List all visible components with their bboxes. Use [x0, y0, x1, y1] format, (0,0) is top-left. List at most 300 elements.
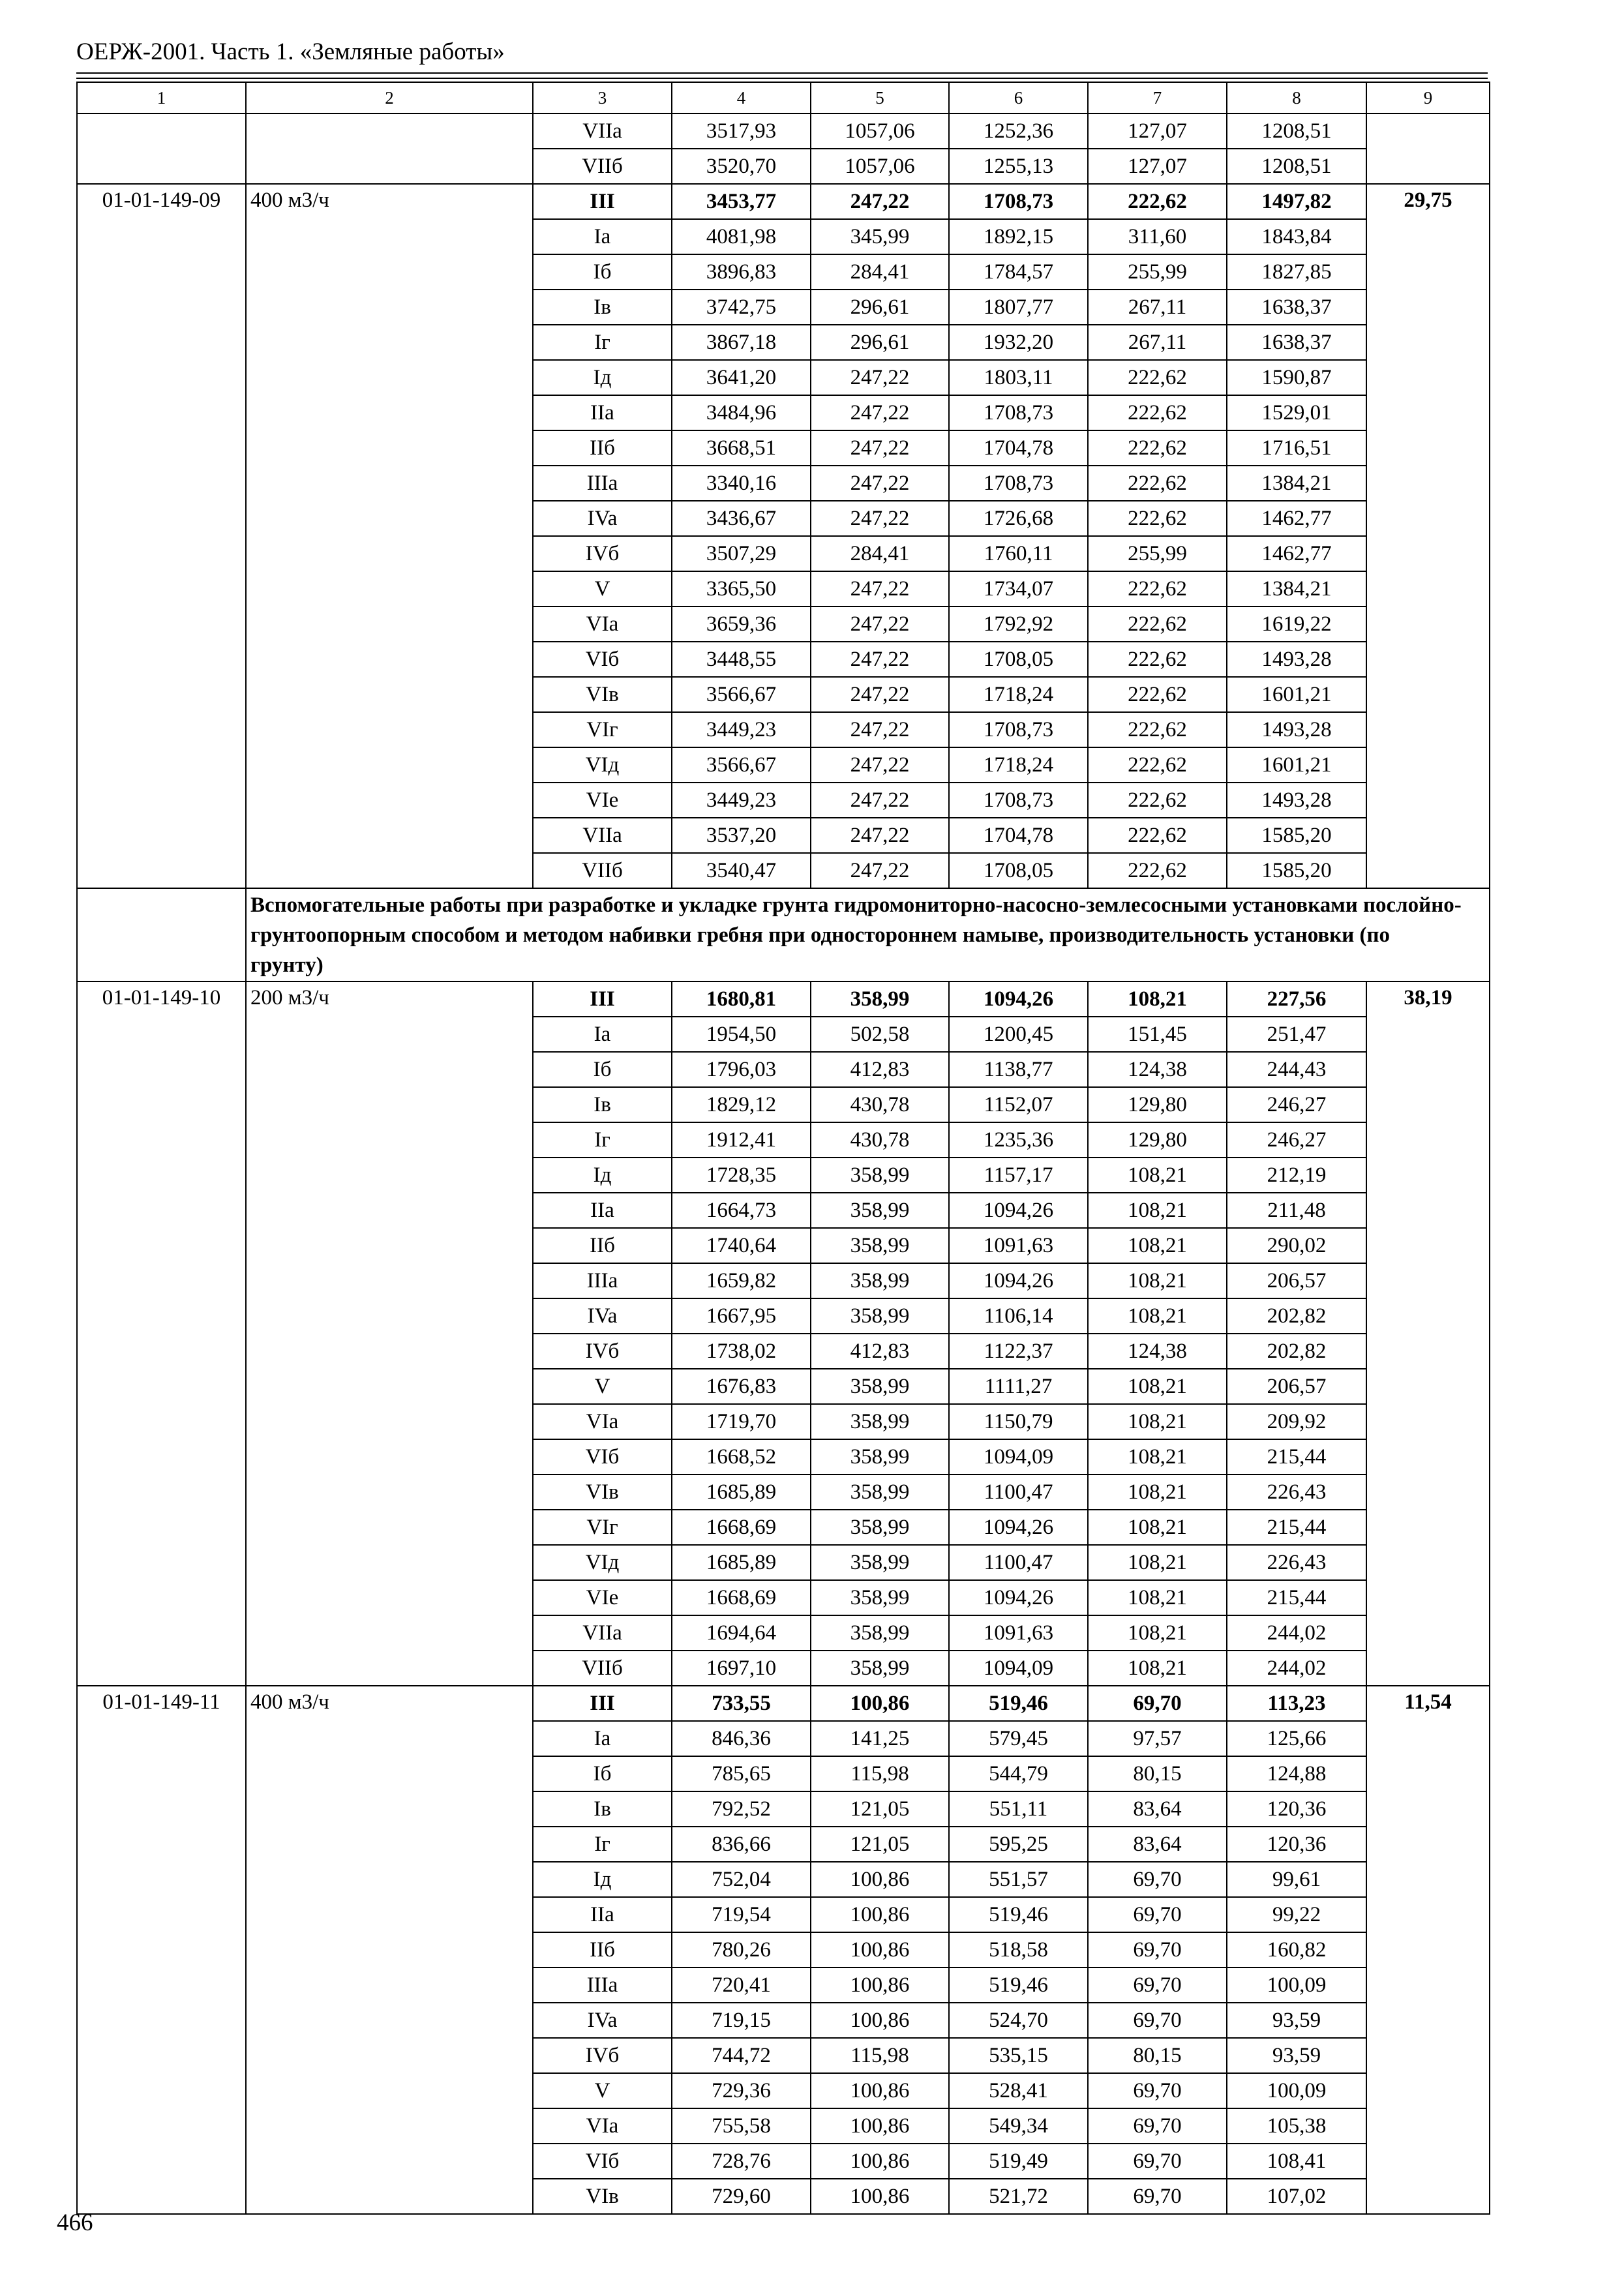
value-cell: 549,34 [949, 2108, 1088, 2144]
value-cell: 1152,07 [949, 1087, 1088, 1122]
soil-category-cell: Iв [533, 1087, 672, 1122]
value-cell: 222,62 [1088, 783, 1227, 818]
value-cell: 1601,21 [1227, 677, 1366, 712]
value-cell: 358,99 [811, 981, 949, 1017]
soil-category-cell: V [533, 2073, 672, 2108]
value-cell: 141,25 [811, 1721, 949, 1756]
value-cell: 160,82 [1227, 1932, 1366, 1967]
value-cell: 729,60 [672, 2179, 811, 2214]
soil-category-cell: Iб [533, 1756, 672, 1791]
value-cell: 1664,73 [672, 1193, 811, 1228]
value-cell: 247,22 [811, 571, 949, 606]
value-cell: 108,21 [1088, 1510, 1227, 1545]
value-cell: 247,22 [811, 677, 949, 712]
page-header: ОЕРЖ-2001. Часть 1. «Земляные работы» [76, 38, 505, 65]
value-cell: 209,92 [1227, 1404, 1366, 1439]
value-cell: 3365,50 [672, 571, 811, 606]
value-cell: 733,55 [672, 1686, 811, 1721]
value-cell: 1638,37 [1227, 290, 1366, 325]
value-cell: 1668,52 [672, 1439, 811, 1474]
value-cell: 151,45 [1088, 1017, 1227, 1052]
value-cell: 3448,55 [672, 642, 811, 677]
value-cell: 358,99 [811, 1580, 949, 1615]
soil-category-cell: IVб [533, 2038, 672, 2073]
value-cell: 1094,26 [949, 1580, 1088, 1615]
value-cell: 1462,77 [1227, 536, 1366, 571]
rates-table [76, 82, 1490, 2215]
value-cell: 115,98 [811, 1756, 949, 1791]
value-cell: 3896,83 [672, 254, 811, 290]
value-cell: 3566,67 [672, 747, 811, 783]
value-cell: 244,02 [1227, 1651, 1366, 1686]
soil-category-cell: Iг [533, 1122, 672, 1158]
value-cell: 1708,73 [949, 712, 1088, 747]
section-spacer [77, 888, 246, 981]
value-cell: 226,43 [1227, 1545, 1366, 1580]
value-cell: 519,49 [949, 2144, 1088, 2179]
section-row [77, 888, 1490, 981]
value-cell: 1685,89 [672, 1545, 811, 1580]
soil-category-cell: IIa [533, 395, 672, 430]
value-cell: 290,02 [1227, 1228, 1366, 1263]
soil-category-cell: IIб [533, 1932, 672, 1967]
value-cell: 69,70 [1088, 1897, 1227, 1932]
column-number: 5 [811, 82, 949, 113]
soil-category-cell: VIг [533, 712, 672, 747]
value-cell: 1493,28 [1227, 712, 1366, 747]
column-number: 4 [672, 82, 811, 113]
value-cell: 107,02 [1227, 2179, 1366, 2214]
value-cell: 1667,95 [672, 1298, 811, 1334]
value-cell: 124,38 [1088, 1334, 1227, 1369]
value-cell: 728,76 [672, 2144, 811, 2179]
code-cell [77, 113, 246, 184]
work-code-cell: 01-01-149-10 [77, 981, 246, 1686]
value-cell: 108,21 [1088, 1545, 1227, 1580]
value-cell: 1601,21 [1227, 747, 1366, 783]
value-cell: 1954,50 [672, 1017, 811, 1052]
work-name-cell: 400 м3/ч [246, 184, 533, 888]
value-cell: 69,70 [1088, 1686, 1227, 1721]
value-cell: 1100,47 [949, 1545, 1088, 1580]
soil-category-cell: VIв [533, 2179, 672, 2214]
value-cell: 1796,03 [672, 1052, 811, 1087]
soil-category-cell: VIв [533, 1474, 672, 1510]
value-cell: 358,99 [811, 1474, 949, 1510]
value-cell: 744,72 [672, 2038, 811, 2073]
value-cell: 108,21 [1088, 1580, 1227, 1615]
value-cell: 3537,20 [672, 818, 811, 853]
value-cell: 100,86 [811, 2108, 949, 2144]
column-number: 9 [1366, 82, 1490, 113]
value-cell: 3507,29 [672, 536, 811, 571]
value-cell: 222,62 [1088, 818, 1227, 853]
value-cell: 296,61 [811, 325, 949, 360]
value-cell: 595,25 [949, 1827, 1088, 1862]
value-cell: 1094,26 [949, 981, 1088, 1017]
value-cell: 551,57 [949, 1862, 1088, 1897]
value-cell: 246,27 [1227, 1122, 1366, 1158]
value-cell: 247,22 [811, 501, 949, 536]
value-cell: 99,22 [1227, 1897, 1366, 1932]
value-cell: 226,43 [1227, 1474, 1366, 1510]
value-cell: 100,09 [1227, 2073, 1366, 2108]
value-cell: 247,22 [811, 466, 949, 501]
value-cell: 115,98 [811, 2038, 949, 2073]
value-cell: 206,57 [1227, 1263, 1366, 1298]
soil-category-cell: V [533, 571, 672, 606]
value-cell: 80,15 [1088, 1756, 1227, 1791]
value-cell: 1252,36 [949, 113, 1088, 149]
value-cell: 120,36 [1227, 1791, 1366, 1827]
value-cell: 358,99 [811, 1615, 949, 1651]
value-cell: 1803,11 [949, 360, 1088, 395]
soil-category-cell: VIг [533, 1510, 672, 1545]
name-cell [246, 113, 533, 184]
value-cell: 412,83 [811, 1334, 949, 1369]
value-cell: 358,99 [811, 1298, 949, 1334]
soil-category-cell: VIIa [533, 1615, 672, 1651]
value-cell: 211,48 [1227, 1193, 1366, 1228]
value-cell: 1106,14 [949, 1298, 1088, 1334]
value-cell: 247,22 [811, 712, 949, 747]
value-cell: 3668,51 [672, 430, 811, 466]
soil-category-cell: Iг [533, 325, 672, 360]
soil-category-cell: III [533, 1686, 672, 1721]
soil-category-cell: Ia [533, 1017, 672, 1052]
value-cell: 1659,82 [672, 1263, 811, 1298]
value-cell: 430,78 [811, 1122, 949, 1158]
value-cell: 222,62 [1088, 712, 1227, 747]
value-cell: 3340,16 [672, 466, 811, 501]
value-cell: 1462,77 [1227, 501, 1366, 536]
work-code-cell: 01-01-149-11 [77, 1686, 246, 2214]
value-cell: 1708,05 [949, 853, 1088, 888]
value-cell: 1138,77 [949, 1052, 1088, 1087]
value-cell: 108,21 [1088, 1158, 1227, 1193]
value-cell: 267,11 [1088, 325, 1227, 360]
value-cell: 247,22 [811, 783, 949, 818]
value-cell: 113,23 [1227, 1686, 1366, 1721]
value-cell: 1704,78 [949, 430, 1088, 466]
value-cell: 1708,73 [949, 395, 1088, 430]
value-cell: 100,86 [811, 1967, 949, 2003]
value-cell: 206,57 [1227, 1369, 1366, 1404]
soil-category-cell: VIд [533, 1545, 672, 1580]
value-cell: 846,36 [672, 1721, 811, 1756]
value-cell: 244,02 [1227, 1615, 1366, 1651]
value-cell: 244,43 [1227, 1052, 1366, 1087]
value-cell: 1680,81 [672, 981, 811, 1017]
soil-category-cell: IVб [533, 536, 672, 571]
value-cell: 1708,73 [949, 783, 1088, 818]
value-cell: 358,99 [811, 1651, 949, 1686]
value-cell: 1057,06 [811, 113, 949, 149]
soil-category-cell: Iг [533, 1827, 672, 1862]
value-cell: 3520,70 [672, 149, 811, 184]
value-cell: 519,46 [949, 1686, 1088, 1721]
column-number: 2 [246, 82, 533, 113]
value-cell: 1728,35 [672, 1158, 811, 1193]
value-cell: 524,70 [949, 2003, 1088, 2038]
value-cell: 251,47 [1227, 1017, 1366, 1052]
value-cell: 247,22 [811, 747, 949, 783]
value-cell: 222,62 [1088, 184, 1227, 219]
value-cell: 3449,23 [672, 712, 811, 747]
value-cell: 1718,24 [949, 747, 1088, 783]
work-code-cell: 01-01-149-09 [77, 184, 246, 888]
soil-category-cell: Iб [533, 1052, 672, 1087]
value-cell: 108,21 [1088, 981, 1227, 1017]
value-cell: 430,78 [811, 1087, 949, 1122]
value-cell: 69,70 [1088, 2179, 1227, 2214]
value-cell: 358,99 [811, 1193, 949, 1228]
value-cell: 1235,36 [949, 1122, 1088, 1158]
value-cell: 518,58 [949, 1932, 1088, 1967]
value-cell: 100,86 [811, 2003, 949, 2038]
value-cell: 1094,26 [949, 1510, 1088, 1545]
value-cell: 358,99 [811, 1510, 949, 1545]
value-cell: 551,11 [949, 1791, 1088, 1827]
value-cell: 535,15 [949, 2038, 1088, 2073]
value-cell: 502,58 [811, 1017, 949, 1052]
value-cell: 125,66 [1227, 1721, 1366, 1756]
value-cell: 1091,63 [949, 1615, 1088, 1651]
value-cell: 1718,24 [949, 677, 1088, 712]
value-cell: 358,99 [811, 1369, 949, 1404]
value-cell: 108,21 [1088, 1193, 1227, 1228]
value-cell: 108,21 [1088, 1404, 1227, 1439]
value-cell: 358,99 [811, 1228, 949, 1263]
value-cell: 97,57 [1088, 1721, 1227, 1756]
soil-category-cell: VIa [533, 2108, 672, 2144]
value-cell: 311,60 [1088, 219, 1227, 254]
value-cell: 100,86 [811, 1686, 949, 1721]
value-cell: 1497,82 [1227, 184, 1366, 219]
soil-category-cell: Iд [533, 1862, 672, 1897]
value-cell: 519,46 [949, 1967, 1088, 2003]
value-cell: 3867,18 [672, 325, 811, 360]
labor-cell: 38,19 [1366, 981, 1490, 1686]
value-cell: 127,07 [1088, 149, 1227, 184]
value-cell: 1585,20 [1227, 818, 1366, 853]
value-cell: 100,86 [811, 2073, 949, 2108]
value-cell: 247,22 [811, 642, 949, 677]
value-cell: 108,21 [1088, 1474, 1227, 1510]
soil-category-cell: VIIa [533, 818, 672, 853]
value-cell: 121,05 [811, 1827, 949, 1862]
value-cell: 100,86 [811, 1897, 949, 1932]
value-cell: 227,56 [1227, 981, 1366, 1017]
value-cell: 1708,73 [949, 184, 1088, 219]
value-cell: 358,99 [811, 1158, 949, 1193]
soil-category-cell: Iд [533, 1158, 672, 1193]
value-cell: 121,05 [811, 1791, 949, 1827]
value-cell: 69,70 [1088, 1862, 1227, 1897]
value-cell: 1255,13 [949, 149, 1088, 184]
soil-category-cell: VIб [533, 1439, 672, 1474]
value-cell: 1704,78 [949, 818, 1088, 853]
table-body [77, 82, 1490, 2214]
table-row [77, 113, 1490, 149]
value-cell: 1708,05 [949, 642, 1088, 677]
value-cell: 729,36 [672, 2073, 811, 2108]
value-cell: 222,62 [1088, 571, 1227, 606]
value-cell: 1738,02 [672, 1334, 811, 1369]
value-cell: 1892,15 [949, 219, 1088, 254]
soil-category-cell: Iв [533, 1791, 672, 1827]
value-cell: 202,82 [1227, 1298, 1366, 1334]
value-cell: 247,22 [811, 184, 949, 219]
value-cell: 3659,36 [672, 606, 811, 642]
value-cell: 528,41 [949, 2073, 1088, 2108]
value-cell: 1094,09 [949, 1439, 1088, 1474]
value-cell: 108,21 [1088, 1439, 1227, 1474]
value-cell: 284,41 [811, 254, 949, 290]
work-name-cell: 400 м3/ч [246, 1686, 533, 2214]
value-cell: 544,79 [949, 1756, 1088, 1791]
soil-category-cell: IIa [533, 1897, 672, 1932]
value-cell: 1384,21 [1227, 571, 1366, 606]
value-cell: 108,21 [1088, 1263, 1227, 1298]
value-cell: 108,41 [1227, 2144, 1366, 2179]
soil-category-cell: VIIб [533, 149, 672, 184]
value-cell: 792,52 [672, 1791, 811, 1827]
value-cell: 1827,85 [1227, 254, 1366, 290]
value-cell: 3436,67 [672, 501, 811, 536]
value-cell: 1734,07 [949, 571, 1088, 606]
value-cell: 222,62 [1088, 466, 1227, 501]
value-cell: 124,88 [1227, 1756, 1366, 1791]
value-cell: 247,22 [811, 853, 949, 888]
value-cell: 1760,11 [949, 536, 1088, 571]
value-cell: 83,64 [1088, 1827, 1227, 1862]
value-cell: 124,38 [1088, 1052, 1227, 1087]
value-cell: 100,86 [811, 1932, 949, 1967]
value-cell: 358,99 [811, 1545, 949, 1580]
value-cell: 1094,09 [949, 1651, 1088, 1686]
value-cell: 1208,51 [1227, 149, 1366, 184]
value-cell: 99,61 [1227, 1862, 1366, 1897]
value-cell: 1912,41 [672, 1122, 811, 1158]
value-cell: 3517,93 [672, 113, 811, 149]
value-cell: 108,21 [1088, 1298, 1227, 1334]
value-cell: 1829,12 [672, 1087, 811, 1122]
value-cell: 1100,47 [949, 1474, 1088, 1510]
value-cell: 69,70 [1088, 1967, 1227, 2003]
value-cell: 1111,27 [949, 1369, 1088, 1404]
column-number: 3 [533, 82, 672, 113]
table-row [77, 1686, 1490, 1721]
value-cell: 69,70 [1088, 2003, 1227, 2038]
value-cell: 93,59 [1227, 2003, 1366, 2038]
table-row [77, 981, 1490, 1017]
table-row [77, 184, 1490, 219]
value-cell: 222,62 [1088, 430, 1227, 466]
value-cell: 267,11 [1088, 290, 1227, 325]
soil-category-cell: IIб [533, 1228, 672, 1263]
value-cell: 129,80 [1088, 1087, 1227, 1122]
soil-category-cell: IVa [533, 2003, 672, 2038]
value-cell: 1384,21 [1227, 466, 1366, 501]
value-cell: 83,64 [1088, 1791, 1227, 1827]
page-number: 466 [57, 2209, 93, 2236]
header-rule-double [76, 78, 1488, 79]
soil-category-cell: Iд [533, 360, 672, 395]
value-cell: 3449,23 [672, 783, 811, 818]
value-cell: 108,21 [1088, 1369, 1227, 1404]
value-cell: 719,54 [672, 1897, 811, 1932]
soil-category-cell: IIб [533, 430, 672, 466]
value-cell: 1719,70 [672, 1404, 811, 1439]
value-cell: 1726,68 [949, 501, 1088, 536]
value-cell: 284,41 [811, 536, 949, 571]
value-cell: 1150,79 [949, 1404, 1088, 1439]
soil-category-cell: IIIa [533, 1967, 672, 2003]
value-cell: 222,62 [1088, 642, 1227, 677]
soil-category-cell: III [533, 981, 672, 1017]
value-cell: 100,09 [1227, 1967, 1366, 2003]
soil-category-cell: V [533, 1369, 672, 1404]
value-cell: 246,27 [1227, 1087, 1366, 1122]
value-cell: 1200,45 [949, 1017, 1088, 1052]
value-cell: 1932,20 [949, 325, 1088, 360]
value-cell: 752,04 [672, 1862, 811, 1897]
value-cell: 215,44 [1227, 1510, 1366, 1545]
soil-category-cell: IIIa [533, 1263, 672, 1298]
column-number: 6 [949, 82, 1088, 113]
value-cell: 93,59 [1227, 2038, 1366, 2073]
soil-category-cell: VIIa [533, 113, 672, 149]
soil-category-cell: Iв [533, 290, 672, 325]
value-cell: 222,62 [1088, 606, 1227, 642]
value-cell: 1122,37 [949, 1334, 1088, 1369]
value-cell: 3742,75 [672, 290, 811, 325]
value-cell: 755,58 [672, 2108, 811, 2144]
value-cell: 80,15 [1088, 2038, 1227, 2073]
soil-category-cell: VIe [533, 1580, 672, 1615]
soil-category-cell: VIб [533, 642, 672, 677]
soil-category-cell: VIa [533, 1404, 672, 1439]
value-cell: 1157,17 [949, 1158, 1088, 1193]
value-cell: 3641,20 [672, 360, 811, 395]
value-cell: 247,22 [811, 606, 949, 642]
soil-category-cell: VIб [533, 2144, 672, 2179]
soil-category-cell: IIa [533, 1193, 672, 1228]
value-cell: 1784,57 [949, 254, 1088, 290]
value-cell: 108,21 [1088, 1615, 1227, 1651]
value-cell: 519,46 [949, 1897, 1088, 1932]
soil-category-cell: VIe [533, 783, 672, 818]
value-cell: 1619,22 [1227, 606, 1366, 642]
value-cell: 222,62 [1088, 677, 1227, 712]
value-cell: 255,99 [1088, 536, 1227, 571]
labor-cell: 11,54 [1366, 1686, 1490, 2214]
value-cell: 69,70 [1088, 1932, 1227, 1967]
value-cell: 1590,87 [1227, 360, 1366, 395]
value-cell: 719,15 [672, 2003, 811, 2038]
column-number: 1 [77, 82, 246, 113]
value-cell: 247,22 [811, 818, 949, 853]
value-cell: 69,70 [1088, 2108, 1227, 2144]
soil-category-cell: VIIб [533, 1651, 672, 1686]
value-cell: 1676,83 [672, 1369, 811, 1404]
value-cell: 247,22 [811, 395, 949, 430]
value-cell: 358,99 [811, 1439, 949, 1474]
value-cell: 108,21 [1088, 1228, 1227, 1263]
value-cell: 836,66 [672, 1827, 811, 1862]
value-cell: 1585,20 [1227, 853, 1366, 888]
